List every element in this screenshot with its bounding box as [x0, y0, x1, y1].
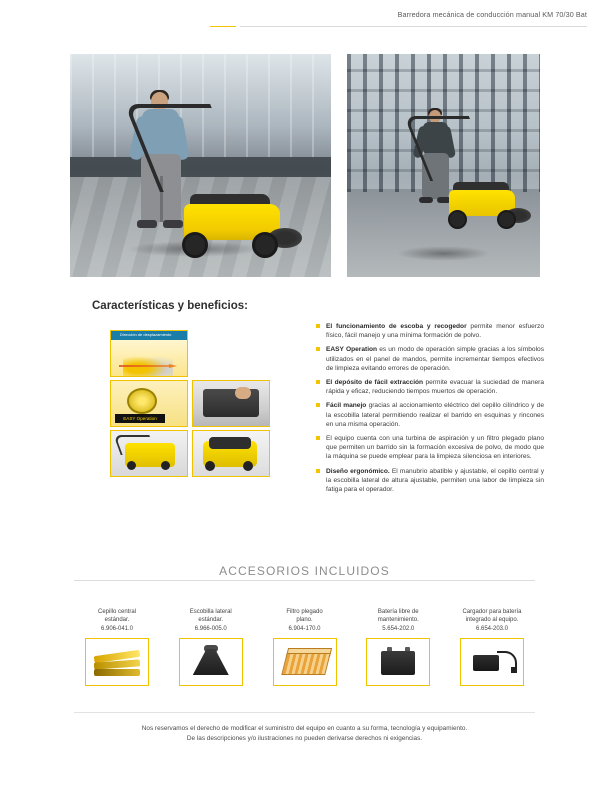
accessory-item: [449, 608, 535, 686]
accessory-caption-line2: estándar.: [198, 617, 224, 624]
thumb-body: [111, 340, 187, 376]
feature-item: [316, 434, 544, 462]
accessory-code: 6.904-170.0: [288, 625, 321, 632]
feature-item: [316, 345, 544, 373]
feature-item: [316, 322, 544, 340]
thumb-easy-operation-panel: [110, 330, 188, 377]
feature-item: [316, 378, 544, 396]
accessory-caption-line1: Escobilla lateral: [189, 609, 232, 615]
accessory-code: 6.906-041.0: [100, 625, 134, 632]
accessory-code: 5.654-202.0: [382, 625, 415, 632]
thumb-header-label: Dirección de desplazamiento: [120, 332, 172, 337]
feature-lead: El depósito de fácil extracción: [326, 379, 424, 387]
bullet-icon: [316, 324, 320, 328]
accessory-caption-line1: Filtro plegado: [286, 609, 323, 615]
machine-wheel-right: [497, 210, 516, 229]
charger-icon: [461, 639, 523, 685]
header-accent-bar: [210, 26, 236, 27]
accessories-heading: ACCESORIOS INCLUIDOS: [219, 564, 390, 578]
battery-icon: [367, 639, 429, 685]
wheel-left: [205, 461, 215, 471]
machine-hood-illustration: [209, 437, 251, 449]
accessory-caption-line2: mantenimiento.: [377, 617, 419, 624]
feature-item: [316, 401, 544, 429]
accessory-caption: [74, 608, 160, 634]
accessories-grid: [74, 608, 535, 686]
accessory-image-escobilla-lateral: [179, 638, 243, 686]
accessory-caption-line2: integrado al equipo.: [465, 617, 519, 624]
hand-illustration: [235, 387, 251, 399]
handle-illustration: [113, 435, 156, 455]
thumb-manubrio-abatible: [110, 430, 188, 477]
feature-item: [316, 467, 544, 495]
bullet-icon: [316, 347, 320, 351]
header-divider: [240, 26, 587, 27]
accessory-caption: [355, 608, 441, 634]
hero-photo-side: [347, 54, 540, 277]
flat-filter-icon: [274, 639, 336, 685]
accessory-code: 6.966-005.0: [194, 625, 227, 632]
machine-shadow: [397, 246, 490, 262]
control-knob-icon: [127, 388, 157, 414]
wheel-left: [127, 461, 136, 470]
wheel-right: [243, 461, 253, 471]
bullet-icon: [316, 403, 320, 407]
feature-list: [316, 322, 544, 499]
accessory-image-cargador: [460, 638, 524, 686]
accessory-item: [355, 608, 441, 686]
thumb-barredora-lateral: [192, 430, 270, 477]
accessory-item: [74, 608, 160, 686]
footer-disclaimer-line1: Nos reservamos el derecho de modificar el suministro del equipo en cuanto a su forma, tecnología y equipamiento.: [141, 725, 468, 732]
machine-wheel-right: [252, 232, 278, 258]
feature-text: gracias al accionamiento eléctrico del cepillo cilíndrico y de la escobilla lateral permitiendo realizar el barrido en esquinas y rincones en una misma operación.: [326, 402, 544, 428]
feature-text: es un modo de operación simple gracias a los símbolos utilizados en el panel de mandos, permite incrementar tiempos efectivos de limpieza evitando errores de operación.: [326, 346, 545, 372]
accessory-caption-line1: Cargador para batería: [462, 609, 522, 615]
accessory-item: [262, 608, 348, 686]
hero-images: [70, 54, 540, 277]
bullet-icon: [316, 436, 320, 440]
feature-text: permite menor esfuerzo físico, fácil manejo y una mínima formación de polvo.: [326, 323, 544, 340]
machine-wheel-left: [182, 232, 208, 258]
feature-lead: Diseño ergonómico.: [326, 467, 390, 475]
page-footer: [0, 724, 609, 744]
features-heading: Características y beneficios:: [92, 300, 248, 312]
thumb-label: EASY Operation: [115, 414, 165, 423]
feature-lead: EASY Operation: [326, 346, 378, 354]
accessory-image-bateria: [366, 638, 430, 686]
operator-shoe-left: [137, 220, 157, 228]
thumb-deposito-extraccion: [192, 380, 270, 427]
header-title: Barredora mecánica de conducción manual KM 70/30 Bat: [397, 10, 587, 19]
feature-lead: Fácil manejo: [326, 402, 367, 410]
operator-shoe-left: [419, 197, 433, 203]
feature-text: El manubrio abatible y ajustable, el cepillo central y la escobilla lateral de altura ajustable, permiten una labor de limpieza sin fatiga para el operador.: [326, 467, 545, 494]
bullet-icon: [316, 380, 320, 384]
wheel-right: [161, 461, 170, 470]
sweeper-machine: [445, 174, 531, 232]
feature-lead: El funcionamiento de escoba y recogedor: [326, 323, 467, 330]
machine-wheel-left: [448, 210, 467, 229]
accessory-code: 6.654-203.0: [475, 625, 509, 632]
footer-divider: [74, 712, 535, 713]
thumb-easy-operation-knob: [110, 380, 188, 427]
accessory-caption-line2: plano.: [296, 617, 313, 624]
sweeper-machine: [178, 182, 303, 260]
hero-photo-main: [70, 54, 331, 277]
accessory-caption-line1: Cepillo central: [97, 609, 137, 615]
accessory-image-cepillo-central: [85, 638, 149, 686]
accessory-caption-line1: Batería libre de: [377, 609, 419, 615]
bullet-icon: [316, 469, 320, 473]
accessories-divider: [74, 580, 535, 581]
feature-thumbnails: [110, 330, 300, 470]
accessory-image-filtro-plegado: [273, 638, 337, 686]
broom-icon: [86, 639, 148, 685]
page-header: [0, 10, 609, 34]
accessory-caption: [449, 608, 535, 634]
accessory-caption: [262, 608, 348, 634]
footer-disclaimer-line2: De las descripciones y/o ilustraciones no pueden derivarse derechos ni exigencias.: [186, 735, 423, 742]
side-brush-icon: [180, 639, 242, 685]
feature-text: permite evacuar la suciedad de manera rápida y eficaz, reduciendo tiempos muertos de operación.: [326, 379, 545, 396]
accessory-caption-line2: estándar.: [104, 617, 130, 624]
accessory-item: [168, 608, 254, 686]
feature-text: El equipo cuenta con una turbina de aspiración y un filtro plegado plano que permiten un barrido sin la formación excesiva de polvo, de modo que la máquina se puede emplear para la limpieza silenciosa en interiores.: [326, 435, 544, 461]
accessory-caption: [168, 608, 254, 634]
